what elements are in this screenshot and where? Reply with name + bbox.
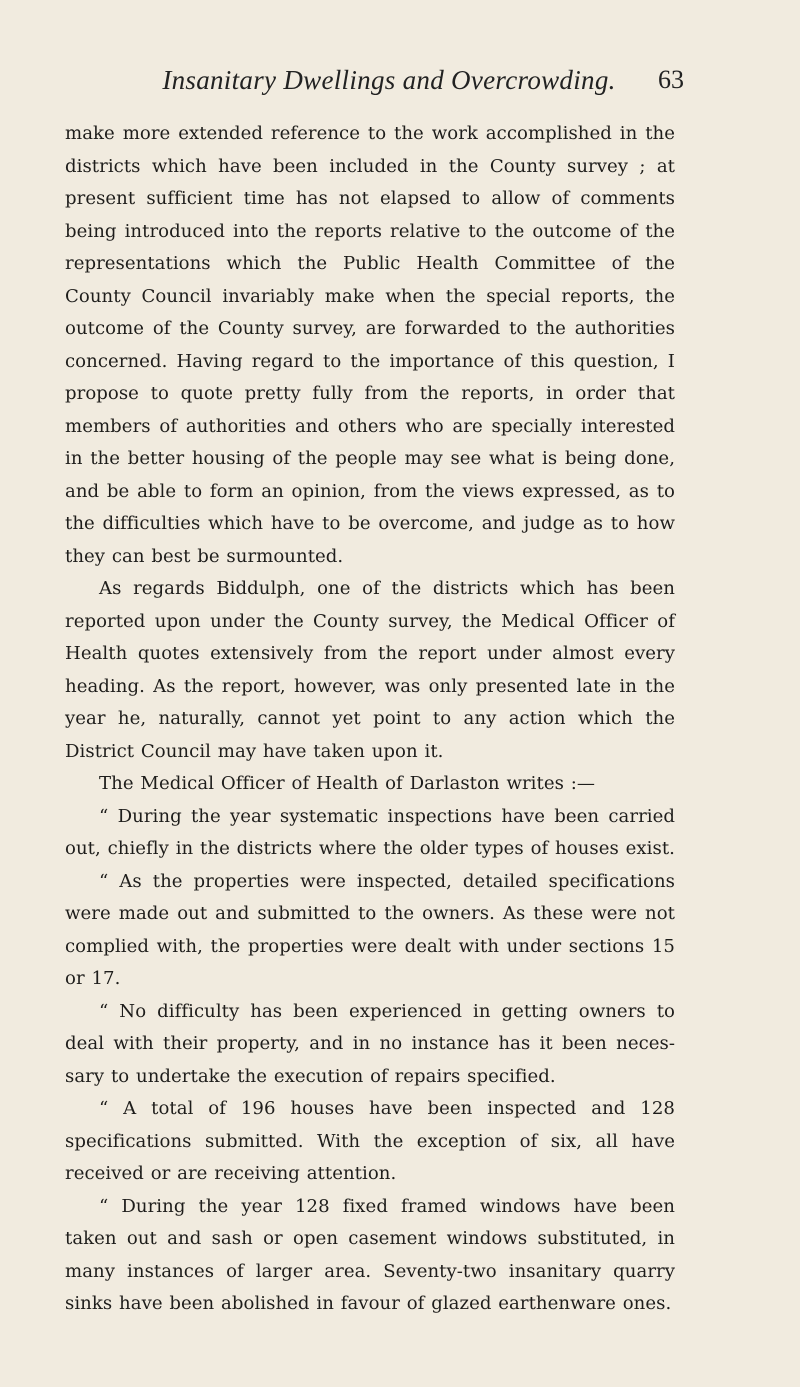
running-title: Insanitary Dwellings and Overcrowding. xyxy=(162,65,616,95)
page-number: 63 xyxy=(658,65,684,94)
running-head xyxy=(0,65,800,105)
quote-totals: “ A total of 196 houses have been inspected and 128 specifications submitted. With the exception of six, all have received or are receiving attention. xyxy=(65,1098,675,1184)
paragraph-intro: make more extended reference to the work accomplished in the districts which have been included in the County survey ; at present sufficient time has not elapsed to allow of comments being introduced into the reports relative to the outcome of the representations which the Public Health Committee of the County Council invariably make when the special reports, the outcome of the County survey, are forwarded to the authorities concerned. Having regard to the importance of this question, I propose to quote pretty fully from the reports, in order that members of authorities and others who are specially interested in the better housing of the people may see what is being done, and be able to form an opinion, from the views expressed, as to the difficulties which have to be overcome, and judge as to how they can best be surmounted. xyxy=(65,123,675,567)
quote-specifications: “ As the properties were inspected, detailed specifications were made out and submitted to the owners. As these were not complied with, the properties were dealt with under sections 15 or 17. xyxy=(65,870,675,989)
paragraph-darlaston-intro: The Medical Officer of Health of Darlaston writes :— xyxy=(99,773,596,794)
quote-windows: “ During the year 128 fixed framed windows have been taken out and sash or open casement windows substituted, in many instances of larger area. Seventy-two insanitary quarry sinks have been abolished in favour of glazed earthenware ones. xyxy=(65,1195,675,1314)
quote-owners: “ No difficulty has been experienced in getting owners to deal with their property, and in no instance has it been necessary to undertake the execution of repairs specified. xyxy=(65,1000,675,1087)
quote-inspections: “ During the year systematic inspections have been carried out, chiefly in the districts where the older types of houses exist. xyxy=(65,805,675,859)
paragraph-biddulph: As regards Biddulph, one of the districts which has been reported upon under the County survey, the Medical Officer of Health quotes extensively from the report under almost every heading. As the report, however, was only presented late in the year he, naturally, cannot yet point to any action which the District Council may have taken upon it. xyxy=(65,578,675,762)
body-text xyxy=(65,118,675,1321)
